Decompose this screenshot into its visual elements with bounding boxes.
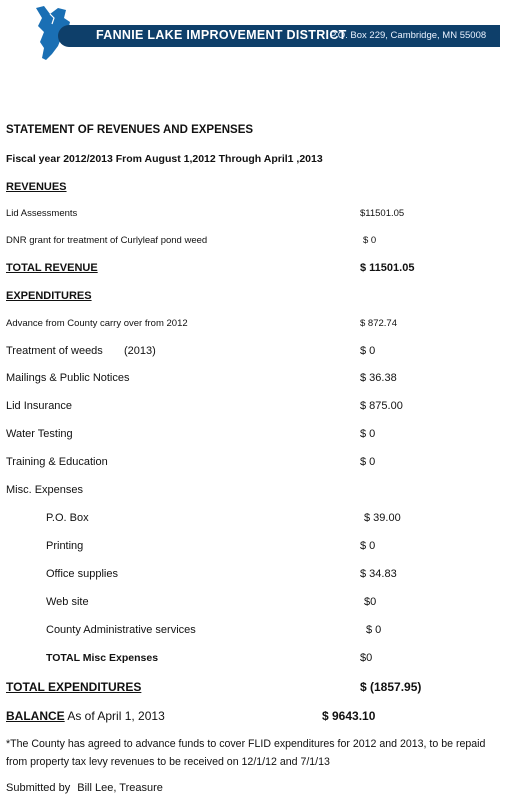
statement-title: STATEMENT OF REVENUES AND EXPENSES [6,124,254,136]
expenditure-label: Mailings & Public Notices [6,372,130,384]
misc-item-amount: $ 0 [360,540,376,552]
expenditure-amount: $ 0 [360,456,376,468]
balance-as-of: As of April 1, 2013 [67,709,165,723]
expenditure-amount: $ 0 [360,345,376,357]
misc-item-amount: $ 0 [366,624,382,636]
total-revenue-amount: $ 11501.05 [360,262,415,274]
expenditure-label: Treatment of weeds [6,345,103,357]
total-revenue-label: TOTAL REVENUE [6,262,98,274]
expenditure-amount: $ 0 [360,428,376,440]
revenues-heading: REVENUES [6,181,67,193]
footnote-line-2: from property tax levy revenues to be received on 12/1/12 and 7/1/13 [6,756,330,768]
org-name: FANNIE LAKE IMPROVEMENT DISTRICT [96,28,347,42]
revenue-amount: $ 0 [363,235,377,246]
revenue-label: Lid Assessments [6,208,78,219]
header-banner [58,25,500,47]
submitted-label: Submitted by [6,782,71,794]
footnote-line-1: *The County has agreed to advance funds to cover FLID expenditures for 2012 and 2013, to be repaid [6,738,486,750]
misc-item-label: Printing [46,540,84,552]
total-expenditures-amount: $ (1857.95) [360,680,422,694]
misc-item-label: Office supplies [46,568,118,580]
misc-item-amount: $ 34.83 [360,568,397,580]
misc-item-label: Web site [46,596,89,608]
submitted-by [6,782,163,794]
expenditure-note: (2013) [124,345,156,357]
misc-item-label: County Administrative services [46,624,196,636]
revenue-amount: $11501.05 [360,208,405,219]
expenditure-label: Lid Insurance [6,400,73,412]
balance-row [6,709,165,723]
expenditures-heading: EXPENDITURES [6,290,92,302]
revenue-label: DNR grant for treatment of Curlyleaf pond weed [6,235,208,246]
misc-total-label: TOTAL Misc Expenses [46,652,159,664]
expenditure-amount: $ 875.00 [360,400,403,412]
misc-expenses-label: Misc. Expenses [6,484,84,496]
misc-item-amount: $ 39.00 [364,512,401,524]
statement-period: Fiscal year 2012/2013 From August 1,2012 Through April1 ,2013 [6,153,323,165]
expenditure-label: Training & Education [6,456,108,468]
expenditure-label: Water Testing [6,428,73,440]
balance-label: BALANCE [6,709,65,723]
org-address: P.O. Box 229, Cambridge, MN 55008 [330,30,487,41]
expenditure-label: Advance from County carry over from 2012 [6,318,188,329]
misc-item-label: P.O. Box [46,512,89,524]
expenditure-amount: $ 872.74 [360,318,397,329]
misc-item-amount: $0 [364,596,377,608]
submitted-name: Bill Lee, Treasure [77,782,163,794]
expenditure-amount: $ 36.38 [360,372,397,384]
misc-total-amount: $0 [360,652,373,664]
total-expenditures-label: TOTAL EXPENDITURES [6,680,142,694]
balance-amount: $ 9643.10 [322,709,376,723]
